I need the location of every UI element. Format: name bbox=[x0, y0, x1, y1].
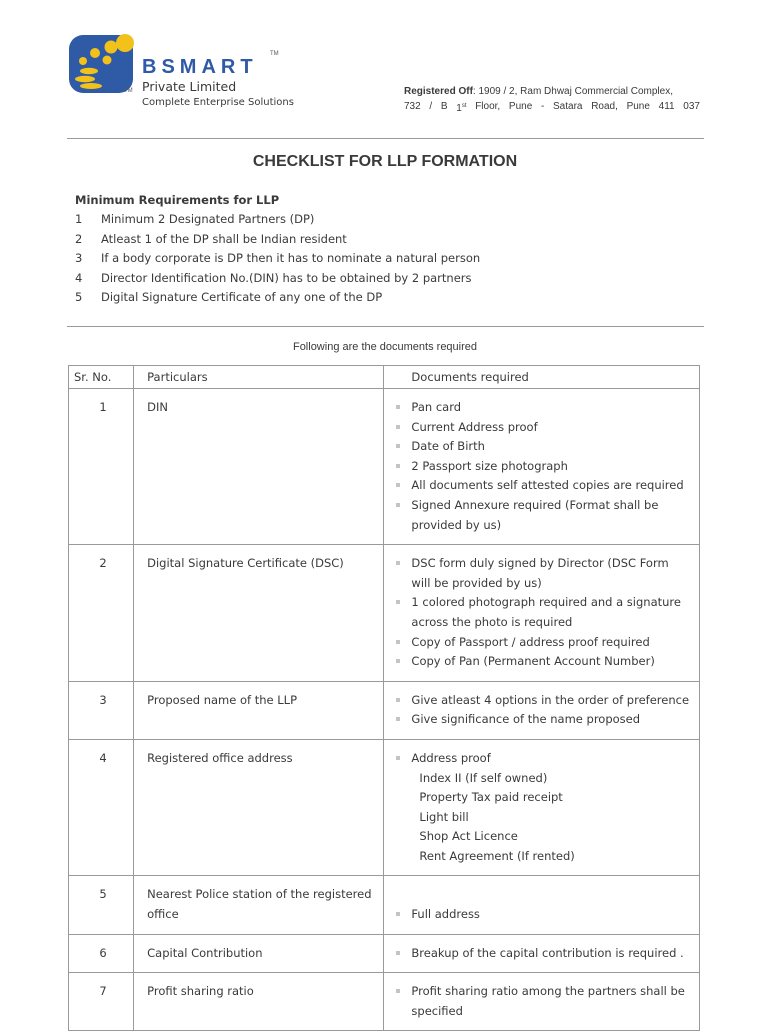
document-sub-item: Property Tax paid receipt bbox=[419, 790, 563, 805]
cell-sr-no: 6 bbox=[69, 934, 134, 973]
document-bullet-text: Full address bbox=[411, 907, 480, 922]
bullet-square-icon bbox=[396, 593, 411, 632]
cell-documents bbox=[384, 681, 700, 739]
requirements-heading: Minimum Requirements for LLP bbox=[75, 193, 280, 207]
requirement-text: Director Identification No.(DIN) has to be obtained by 2 partners bbox=[101, 270, 472, 285]
trademark-mark: TM bbox=[124, 88, 133, 94]
bullet-square-icon bbox=[396, 691, 411, 711]
bullet-square-icon bbox=[396, 905, 411, 925]
registered-address-line2 bbox=[404, 99, 700, 116]
document-bullet-item bbox=[396, 749, 691, 769]
registered-address-line1: : 1909 / 2, Ram Dhwaj Commercial Complex, bbox=[472, 86, 673, 97]
address-word: B bbox=[440, 101, 448, 112]
requirement-text: Atleast 1 of the DP shall be Indian resident bbox=[101, 231, 347, 246]
document-bullet-item bbox=[396, 652, 691, 672]
document-bullet-item bbox=[396, 691, 691, 711]
cell-sr-no: 4 bbox=[69, 739, 134, 876]
header-documents-required: Documents required bbox=[384, 366, 700, 389]
cell-sr-no: 5 bbox=[69, 876, 134, 934]
document-bullet-text: Give significance of the name proposed bbox=[411, 712, 641, 727]
floor-ordinal-suffix: st bbox=[461, 103, 467, 109]
document-bullet-text: All documents self attested copies are required bbox=[411, 478, 684, 493]
address-word: / bbox=[429, 101, 433, 112]
bullet-square-icon bbox=[396, 633, 411, 653]
table-row bbox=[69, 545, 700, 682]
cell-sr-no: 7 bbox=[69, 973, 134, 1031]
cell-sr-no: 3 bbox=[69, 681, 134, 739]
section-divider bbox=[67, 326, 704, 327]
registered-office-address bbox=[404, 84, 700, 116]
bullet-square-icon bbox=[396, 710, 411, 730]
requirements-section bbox=[75, 191, 480, 308]
document-bullet-text: 2 Passport size photograph bbox=[411, 458, 568, 473]
bullet-square-icon bbox=[396, 457, 411, 477]
document-bullet-item bbox=[396, 593, 691, 632]
header-particulars: Particulars bbox=[134, 366, 384, 389]
bullet-square-icon bbox=[396, 749, 411, 769]
requirement-item bbox=[75, 210, 480, 230]
table-row bbox=[69, 876, 700, 934]
requirement-item bbox=[75, 288, 480, 308]
address-word: Road, bbox=[591, 101, 618, 112]
document-bullet-text: Address proof bbox=[411, 750, 491, 765]
cell-documents bbox=[384, 739, 700, 876]
bullet-square-icon bbox=[396, 652, 411, 672]
bullet-square-icon bbox=[396, 418, 411, 438]
cell-sr-no: 1 bbox=[69, 389, 134, 545]
document-bullet-item bbox=[396, 633, 691, 653]
requirement-text: Digital Signature Certificate of any one of the DP bbox=[101, 290, 383, 305]
requirement-item bbox=[75, 249, 480, 269]
table-row bbox=[69, 389, 700, 545]
document-bullet-text: Profit sharing ratio among the partners shall be specified bbox=[411, 984, 685, 1018]
cell-particulars: Nearest Police station of the registered office bbox=[134, 876, 384, 934]
document-bullet-text: Copy of Pan (Permanent Account Number) bbox=[411, 654, 655, 669]
cell-particulars: Profit sharing ratio bbox=[134, 973, 384, 1031]
brand-name: BSMART bbox=[142, 56, 258, 78]
header-sr-no: Sr. No. bbox=[69, 366, 134, 389]
cell-particulars: Digital Signature Certificate (DSC) bbox=[134, 545, 384, 682]
document-bullet-item bbox=[396, 457, 691, 477]
brand-tagline-solutions: Complete Enterprise Solutions bbox=[142, 97, 294, 108]
document-sub-item: Shop Act Licence bbox=[419, 829, 518, 844]
table-row bbox=[69, 739, 700, 876]
document-bullet-text: Signed Annexure required (Format shall be provided by us) bbox=[411, 497, 659, 532]
document-bullet-text: DSC form duly signed by Director (DSC Form will be provided by us) bbox=[411, 556, 669, 590]
cell-documents bbox=[384, 876, 700, 934]
document-bullet-item bbox=[396, 554, 691, 593]
document-bullet-text: Date of Birth bbox=[411, 439, 485, 454]
document-bullet-text: Current Address proof bbox=[411, 419, 538, 434]
document-bullet-item bbox=[396, 398, 691, 418]
document-bullet-item bbox=[396, 710, 691, 730]
document-bullet-text: Pan card bbox=[411, 400, 462, 414]
document-bullet-text: Breakup of the capital contribution is required . bbox=[411, 945, 684, 960]
brand-tagline-private-limited: Private Limited bbox=[142, 79, 237, 94]
bsmart-logo bbox=[67, 33, 137, 95]
page-title: CHECKLIST FOR LLP FORMATION bbox=[252, 153, 518, 170]
requirement-number: 2 bbox=[75, 231, 83, 246]
document-sub-item: Index II (If self owned) bbox=[419, 770, 548, 785]
document-sub-item: Rent Agreement (If rented) bbox=[419, 848, 575, 863]
requirement-number: 1 bbox=[75, 212, 83, 226]
requirement-item bbox=[75, 230, 480, 250]
document-sub-item: Light bill bbox=[419, 809, 469, 824]
table-row bbox=[69, 934, 700, 973]
cell-particulars: Registered office address bbox=[134, 739, 384, 876]
address-word: Pune bbox=[508, 101, 533, 112]
document-bullet-text: Copy of Passport / address proof required bbox=[411, 634, 650, 649]
document-bullet-item bbox=[396, 476, 691, 496]
cell-particulars: Proposed name of the LLP bbox=[134, 681, 384, 739]
bullet-square-icon bbox=[396, 437, 411, 457]
document-bullet-text: Give atleast 4 options in the order of preference bbox=[411, 692, 690, 707]
address-word: Floor, bbox=[475, 101, 501, 112]
bullet-square-icon bbox=[396, 554, 411, 593]
table-header-row bbox=[69, 366, 700, 389]
document-bullet-item bbox=[396, 496, 691, 535]
registered-office-label: Registered Off bbox=[404, 86, 473, 97]
documents-table bbox=[68, 365, 700, 1031]
requirement-number: 5 bbox=[75, 290, 83, 305]
document-bullet-item bbox=[396, 905, 691, 925]
cell-particulars: Capital Contribution bbox=[134, 934, 384, 973]
requirement-number: 4 bbox=[75, 270, 83, 285]
requirement-text: Minimum 2 Designated Partners (DP) bbox=[101, 212, 315, 226]
requirement-text: If a body corporate is DP then it has to nominate a natural person bbox=[101, 251, 481, 266]
table-row bbox=[69, 973, 700, 1031]
cell-documents bbox=[384, 389, 700, 545]
trademark-mark-brand: TM bbox=[270, 51, 279, 57]
cell-particulars: DIN bbox=[134, 389, 384, 545]
document-bullet-item bbox=[396, 437, 691, 457]
document-bullet-text: 1 colored photograph required and a signature across the photo is required bbox=[411, 595, 681, 629]
cell-sr-no: 2 bbox=[69, 545, 134, 682]
table-row bbox=[69, 681, 700, 739]
bullet-square-icon bbox=[396, 476, 411, 496]
address-word: 1 bbox=[456, 103, 462, 114]
document-bullet-item bbox=[396, 418, 691, 438]
bullet-square-icon bbox=[396, 982, 411, 1021]
requirement-number: 3 bbox=[75, 251, 83, 266]
address-word: - bbox=[540, 101, 545, 112]
header-divider bbox=[67, 138, 704, 139]
cell-documents bbox=[384, 545, 700, 682]
floor-number bbox=[456, 99, 466, 116]
address-word: 411 bbox=[658, 101, 675, 112]
address-word: 732 bbox=[404, 101, 421, 112]
requirement-item bbox=[75, 269, 480, 289]
bullet-square-icon bbox=[396, 944, 411, 964]
cell-documents bbox=[384, 973, 700, 1031]
document-bullet-item bbox=[396, 944, 691, 964]
bullet-square-icon bbox=[396, 496, 411, 535]
cell-documents bbox=[384, 934, 700, 973]
address-word: Satara bbox=[553, 101, 583, 112]
documents-caption: Following are the documents required bbox=[292, 341, 478, 353]
document-bullet-item bbox=[396, 982, 691, 1021]
bullet-square-icon bbox=[396, 398, 411, 418]
address-word: Pune bbox=[626, 101, 650, 112]
address-word: 037 bbox=[683, 101, 700, 112]
requirements-list bbox=[75, 210, 480, 308]
